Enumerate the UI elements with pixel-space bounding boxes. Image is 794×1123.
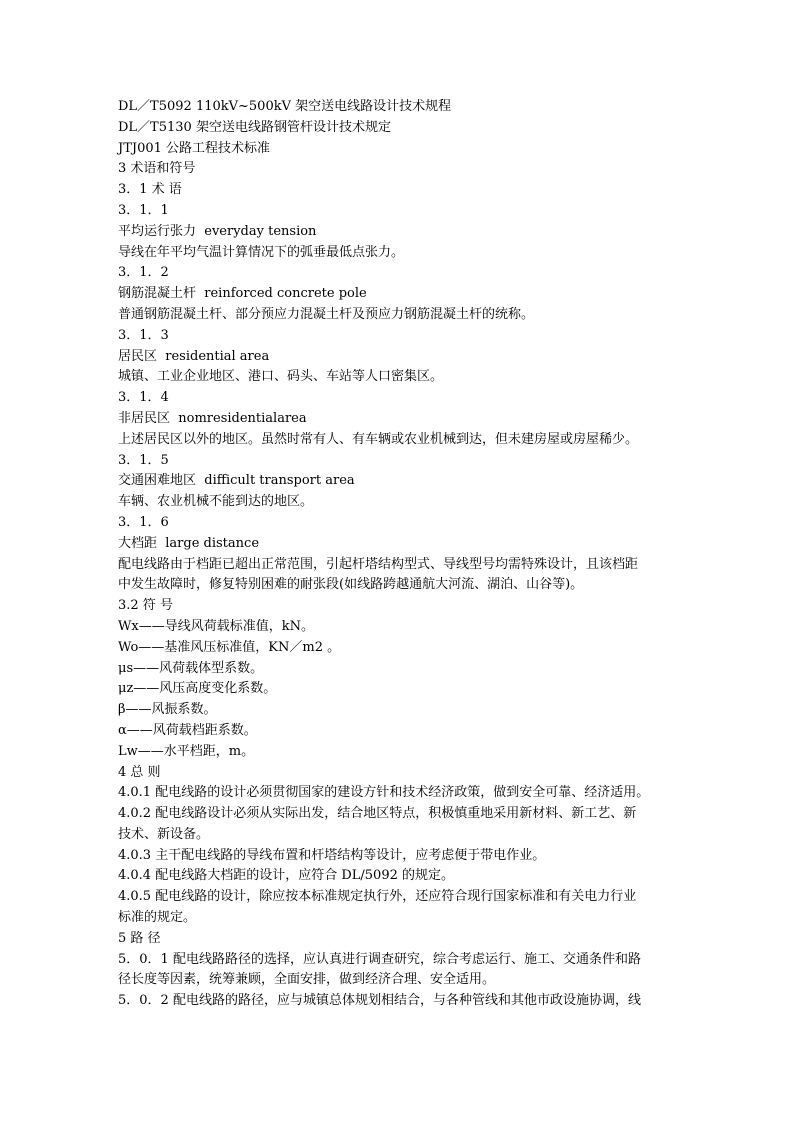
text-line: 上述居民区以外的地区。虽然时常有人、有车辆或农业机械到达，但未建房屋或房屋稀少。 [118, 431, 639, 447]
text-line: 4.0.3 主干配电线路的导线布置和杆塔结构等设计，应考虑便于带电作业。 [118, 847, 546, 863]
text-line: 5 路 径 [118, 930, 161, 946]
text-line: 3 术语和符号 [118, 161, 196, 177]
text-line: 3．1 术 语 [118, 182, 182, 198]
text-line: DL／T5130 架空送电线路钢管杆设计技术规定 [118, 119, 391, 135]
text-line: 3．1．4 [118, 390, 169, 406]
text-line: Lw——水平档距，m。 [118, 743, 255, 759]
text-line: 城镇、工业企业地区、港口、码头、车站等人口密集区。 [118, 369, 444, 385]
text-line: 交通困难地区 difficult transport area [118, 473, 355, 489]
text-line: 配电线路由于档距已超出正常范围，引起杆塔结构型式、导线型号均需特殊设计，且该档距 [118, 556, 639, 572]
text-line: 3．1．1 [118, 202, 169, 218]
text-line: 技术、新设备。 [118, 826, 210, 842]
text-line: 标准的规定。 [118, 910, 197, 926]
text-line: Wx——导线风荷载标准值，kN。 [118, 618, 314, 634]
text-line: 4.0.2 配电线路设计必须从实际出发，结合地区特点，积极慎重地采用新材料、新工艺、新 [118, 806, 637, 822]
text-line: μz——风压高度变化系数。 [118, 681, 277, 697]
text-line: 3．1．2 [118, 265, 169, 281]
text-line: 中发生故障时，修复特别困难的耐张段(如线路跨越通航大河流、湖泊、山谷等)。 [118, 577, 584, 593]
text-line: 4.0.1 配电线路的设计必须贯彻国家的建设方针和技术经济政策，做到安全可靠、经济适用。 [118, 785, 650, 801]
text-line: 车辆、农业机械不能到达的地区。 [118, 494, 314, 510]
text-line: μs——风荷载体型系数。 [118, 660, 264, 676]
text-line: 4.0.5 配电线路的设计，除应按本标准规定执行外，还应符合现行国家标准和有关电力行业 [118, 889, 637, 905]
document-body [118, 97, 688, 1012]
text-line: 4.0.4 配电线路大档距的设计，应符合 DL/5092 的规定。 [118, 868, 454, 884]
text-line: JTJ001 公路工程技术标准 [118, 140, 271, 156]
text-line: 平均运行张力 everyday tension [118, 223, 317, 239]
text-line: 径长度等因素，统筹兼顾，全面安排，做到经济合理、安全适用。 [118, 972, 496, 988]
text-line: 普通钢筋混凝土杆、部分预应力混凝土杆及预应力钢筋混凝土杆的统称。 [118, 306, 535, 322]
text-line: 3.2 符 号 [118, 598, 173, 614]
text-line: 3．1．3 [118, 327, 169, 343]
text-line: 5．0．2 配电线路的路径，应与城镇总体规划相结合，与各种管线和其他市政设施协调，线 [118, 993, 641, 1009]
text-line: 钢筋混凝土杆 reinforced concrete pole [118, 286, 367, 302]
text-line: 3．1．6 [118, 514, 169, 530]
text-line: DL／T5092 110kV~500kV 架空送电线路设计技术规程 [118, 99, 452, 114]
text-line: 5．0．1 配电线路路径的选择，应认真进行调查研究，综合考虑运行、施工、交通条件和路 [118, 951, 641, 967]
text-line: 3．1．5 [118, 452, 169, 468]
text-line: 居民区 residential area [118, 348, 270, 364]
text-line: 非居民区 nomresidentialarea [118, 410, 307, 426]
text-line: 导线在年平均气温计算情况下的弧垂最低点张力。 [118, 244, 405, 260]
text-line: 4 总 则 [118, 764, 161, 780]
text-line: β——风振系数。 [118, 702, 217, 718]
text-line: Wo——基准风压标准值，KN／m2 。 [118, 639, 341, 655]
text-line: 大档距 large distance [118, 535, 260, 551]
text-line: α——风荷载档距系数。 [118, 722, 257, 738]
